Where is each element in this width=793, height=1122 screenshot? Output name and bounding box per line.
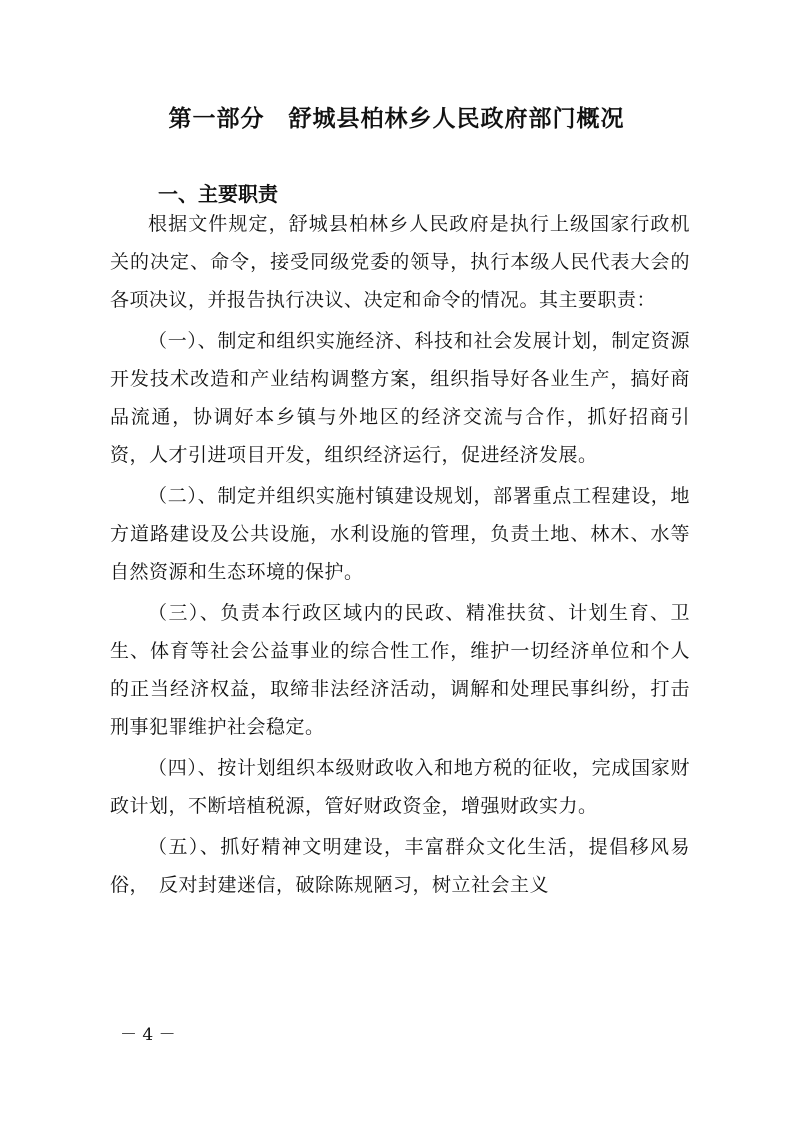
paragraph-item-3: （三）、负责本行政区域内的民政、精准扶贫、计划生育、卫生、体育等社会公益事业的综合性工作，维护一切经济单位和个人的正当经济权益，取缔非法经济活动，调解和处理民事纠纷，打击刑事犯罪维护社会稳定。 <box>110 602 690 738</box>
paragraph-item-1: （一）、制定和组织实施经济、科技和社会发展计划，制定资源开发技术改造和产业结构调整方案，组织指导好各业生产，搞好商品流通，协调好本乡镇与外地区的经济交流与合作，抓好招商引资，人才引进项目开发，组织经济运行，促进经济发展。 <box>110 330 690 466</box>
paragraph-item-5: （五）、抓好精神文明建设，丰富群众文化生活，提倡移风易俗， 反对封建迷信，破除陈规陋习，树立社会主义 <box>110 836 690 896</box>
paragraph-intro: 根据文件规定，舒城县柏林乡人民政府是执行上级国家行政机关的决定、命令，接受同级党委的领导，执行本级人民代表大会的各项决议，并报告执行决议、决定和命令的情况。其主要职责： <box>110 213 690 311</box>
body-text <box>110 205 690 904</box>
paragraph-item-4: （四）、按计划组织本级财政收入和地方税的征收，完成国家财政计划，不断培植税源，管好财政资金，增强财政实力。 <box>110 757 690 817</box>
page-title: 第一部分 舒城县柏林乡人民政府部门概况 <box>168 106 625 132</box>
section-heading: 一、主要职责 <box>158 182 278 206</box>
paragraph-item-2: （二）、制定并组织实施村镇建设规划，部署重点工程建设，地方道路建设及公共设施，水利设施的管理，负责土地、林木、水等自然资源和生态环境的保护。 <box>110 485 690 583</box>
page-number: － 4 － <box>120 1025 176 1045</box>
